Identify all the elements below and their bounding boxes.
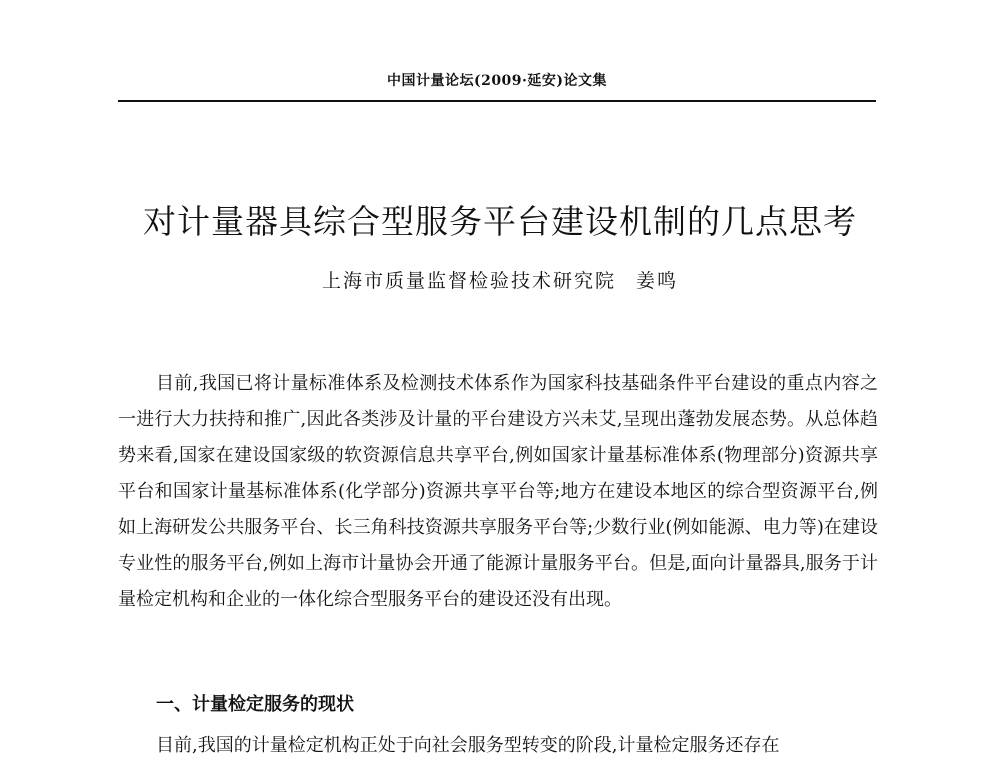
author-name: 姜鸣	[636, 270, 679, 292]
body-paragraph-1: 目前,我国已将计量标准体系及检测技术体系作为国家科技基础条件平台建设的重点内容之一进行大力扶持和推广,因此各类涉及计量的平台建设方兴未艾,呈现出蓬勃发展态势。从总体趋势来看,国家在建设国家级的软资源信息共享平台,例如国家计量基标准体系(物理部分)资源共享平台和国家计量基标准体系(化学部分)资源共享平台等;地方在建设本地区的综合型资源平台,例如上海研发公共服务平台、长三角科技资源共享服务平台等;少数行业(例如能源、电力等)在建设专业性的服务平台,例如上海市计量协会开通了能源计量服务平台。但是,面向计量器具,服务于计量检定机构和企业的一体化综合型服务平台的建设还没有出现。	[118, 373, 878, 610]
author-line	[150, 266, 850, 293]
affiliation: 上海市质量监督检验技术研究院	[321, 270, 616, 292]
body-paragraph-2: 目前,我国的计量检定机构正处于向社会服务型转变的阶段,计量检定服务还存在	[156, 735, 780, 756]
article-title: 对计量器具综合型服务平台建设机制的几点思考	[143, 202, 857, 241]
header-rule	[118, 100, 876, 102]
running-header: 中国计量论坛(2009·延安)论文集	[386, 73, 608, 89]
section-heading-1: 一、计量检定服务的现状	[156, 694, 354, 715]
